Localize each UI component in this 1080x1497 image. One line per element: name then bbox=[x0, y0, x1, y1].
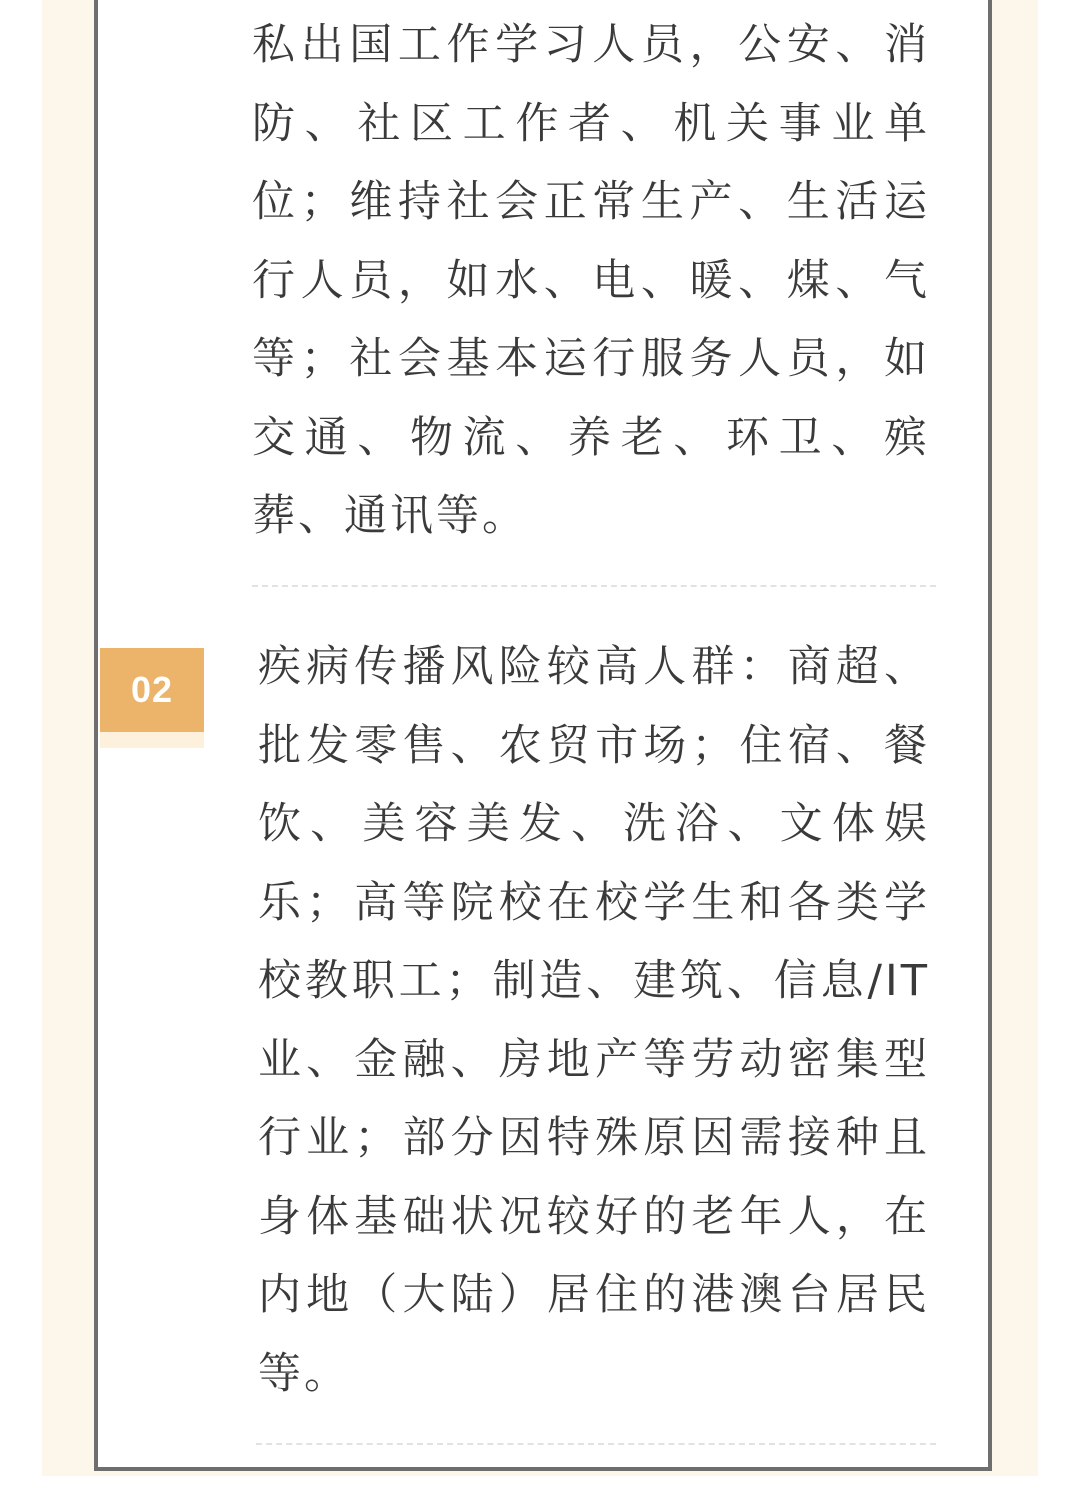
section-divider bbox=[256, 1443, 936, 1445]
section-1-paragraph: 私出国工作学习人员，公安、消防、社区工作者、机关事业单位；维持社会正常生产、生活运行人员，如水、电、暖、煤、气等；社会基本运行服务人员，如交通、物流、养老、环卫、殡葬、通讯等。 bbox=[252, 20, 930, 541]
section-divider bbox=[252, 585, 936, 587]
section-number-badge: 02 bbox=[100, 648, 204, 732]
badge-shadow bbox=[100, 732, 204, 748]
section-2-paragraph: 疾病传播风险较高人群：商超、批发零售、农贸市场；住宿、餐饮、美容美发、洗浴、文体娱乐；高等院校在校学生和各类学校教职工；制造、建筑、信息/IT业、金融、房地产等劳动密集型行业；部分因特殊原因需接种且身体基础状况较好的老年人，在内地（大陆）居住的港澳台居民等。 bbox=[258, 642, 930, 1399]
